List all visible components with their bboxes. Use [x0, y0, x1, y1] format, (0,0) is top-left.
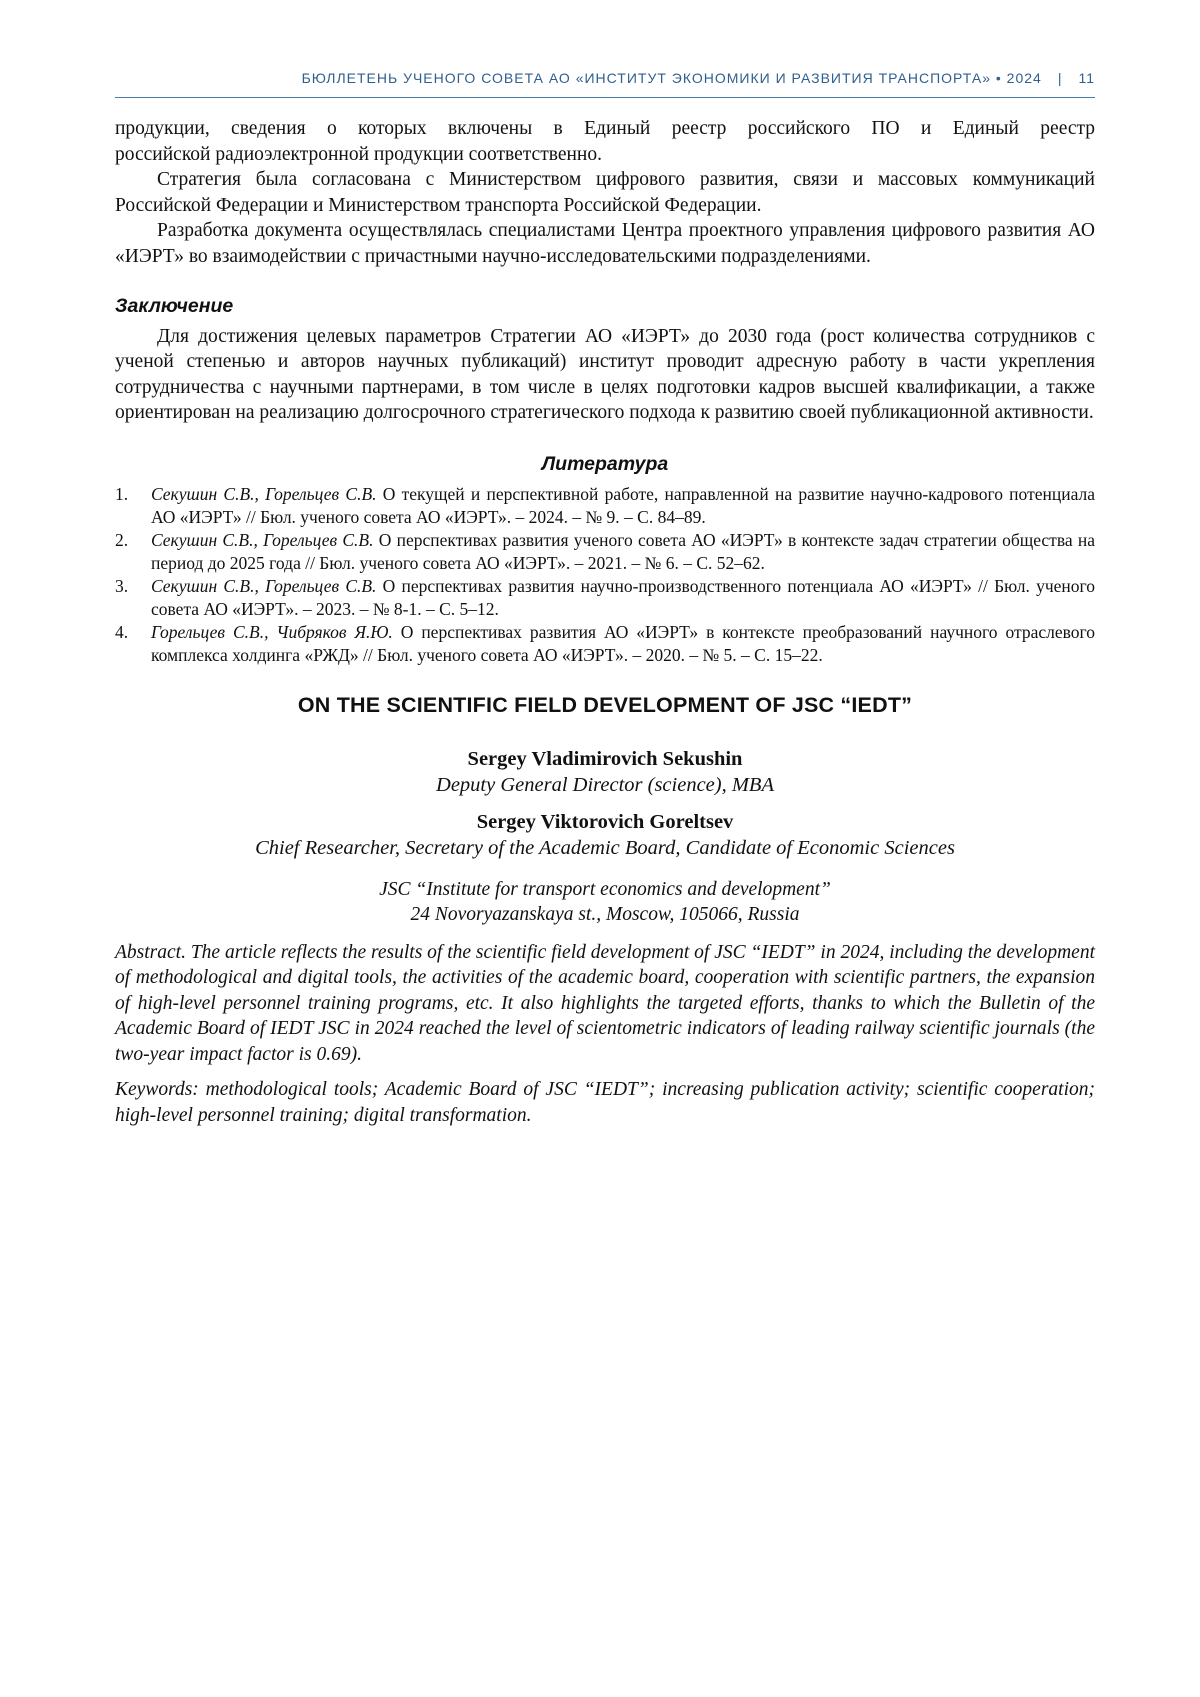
article-content [115, 116, 1095, 1128]
reference-body [151, 575, 1095, 621]
affiliation-line1: JSC “Institute for transport economics and development” [379, 878, 831, 900]
abstract: Abstract. The article reflects the results of the scientific field development of JSC “IEDT” in 2024, including the development of methodological and digital tools, the activities of the academic board, cooperation with scientific partners, the expansion of high-level personnel training programs, etc. It also highlights the targeted efforts, thanks to which the Bulletin of the Academic Board of IEDT JSC in 2024 reached the level of scientometric indicators of leading railway scientific journals (the two-year impact factor is 0.69). [115, 941, 1095, 1065]
author2-name: Sergey Viktorovich Goreltsev [476, 810, 734, 833]
running-header [115, 70, 1095, 86]
english-title: ON THE SCIENTIFIC FIELD DEVELOPMENT OF JSC “IEDT” [297, 693, 913, 717]
reference-authors: Секушин С.В., Горельцев С.В. [151, 576, 377, 596]
author2-role: Chief Researcher, Secretary of the Academic Board, Candidate of Economic Sciences [255, 836, 955, 859]
reference-item [115, 483, 1095, 529]
reference-authors: Горельцев С.В., Чибряков Я.Ю. [151, 622, 393, 642]
paragraph-continued-line1: продукции, сведения о которых включены в Единый реестр российского ПО и Единый реестр [115, 118, 1095, 139]
reference-number: 2. [115, 530, 129, 550]
reference-authors: Секушин С.В., Горельцев С.В. [151, 530, 374, 550]
reference-authors: Секушин С.В., Горельцев С.В. [151, 484, 377, 504]
reference-item [115, 621, 1095, 667]
page-number: 11 [1078, 70, 1095, 86]
journal-title: БЮЛЛЕТЕНЬ УЧЕНОГО СОВЕТА АО «ИНСТИТУТ ЭКОНОМИКИ И РАЗВИТИЯ ТРАНСПОРТА» • 2024 [301, 70, 1042, 86]
references-heading: Литература [541, 452, 669, 475]
header-separator: | [1057, 70, 1063, 86]
reference-number: 4. [115, 622, 129, 642]
reference-number: 1. [115, 484, 129, 504]
reference-item [115, 575, 1095, 621]
reference-text: О перспективах развития АО «ИЭРТ» в контексте преобразований научного отраслевого комплекса холдинга «РЖД» // Бюл. ученого совета АО «ИЭРТ». – 2020. – № 5. – С. 15–22. [151, 622, 1095, 665]
reference-text: О текущей и перспективной работе, направленной на развитие научно-кадрового потенциала АО «ИЭРТ» // Бюл. ученого совета АО «ИЭРТ». – 2024. – № 9. – С. 84–89. [151, 484, 1095, 527]
reference-body [151, 483, 1095, 529]
reference-number: 3. [115, 576, 129, 596]
paragraph-strategy: Стратегия была согласована с Министерством цифрового развития, связи и массовых коммуникаций Российской Федерации и Министерством транспорта Российской Федерации. [115, 169, 1095, 216]
reference-body [151, 621, 1095, 667]
affiliation-line2: 24 Novoryazanskaya st., Moscow, 105066, Russia [410, 904, 800, 925]
reference-item [115, 529, 1095, 575]
conclusion-heading: Заключение [115, 295, 234, 317]
author1-name: Sergey Vladimirovich Sekushin [467, 747, 743, 770]
paragraph-development: Разработка документа осуществлялась специалистами Центра проектного управления цифрового развития АО «ИЭРТ» во взаимодействии с причастными научно-исследовательскими подразделениями. [115, 220, 1095, 267]
reference-text: О перспективах развития научно-производственного потенциала АО «ИЭРТ» // Бюл. ученого совета АО «ИЭРТ». – 2023. – № 8-1. – С. 5–12. [151, 576, 1096, 619]
affiliation [115, 877, 1095, 928]
reference-text: О перспективах развития ученого совета АО «ИЭРТ» в контексте задач стратегии общества на период до 2025 года // Бюл. ученого совета АО «ИЭРТ». – 2021. – № 6. – С. 52–62. [151, 530, 1095, 573]
author1-role: Deputy General Director (science), MBA [436, 773, 774, 796]
header-rule [115, 97, 1095, 98]
conclusion-text: Для достижения целевых параметров Стратегии АО «ИЭРТ» до 2030 года (рост количества сотрудников с ученой степенью и авторов научных публикаций) институт проводит адресную работу в части укрепления сотрудничества с научными партнерами, в том числе в целях подготовки кадров высшей квалификации, а также ориентирован на реализацию долгосрочного стратегического подхода к развитию своей публикационной активности. [115, 325, 1095, 423]
paragraph-continued-line2: российской радиоэлектронной продукции соответственно. [115, 143, 602, 165]
keywords: Keywords: methodological tools; Academic Board of JSC “IEDT”; increasing publication activity; scientific cooperation; high-level personnel training; digital transformation. [115, 1079, 1095, 1126]
reference-body [151, 529, 1095, 575]
references-list [115, 483, 1095, 667]
